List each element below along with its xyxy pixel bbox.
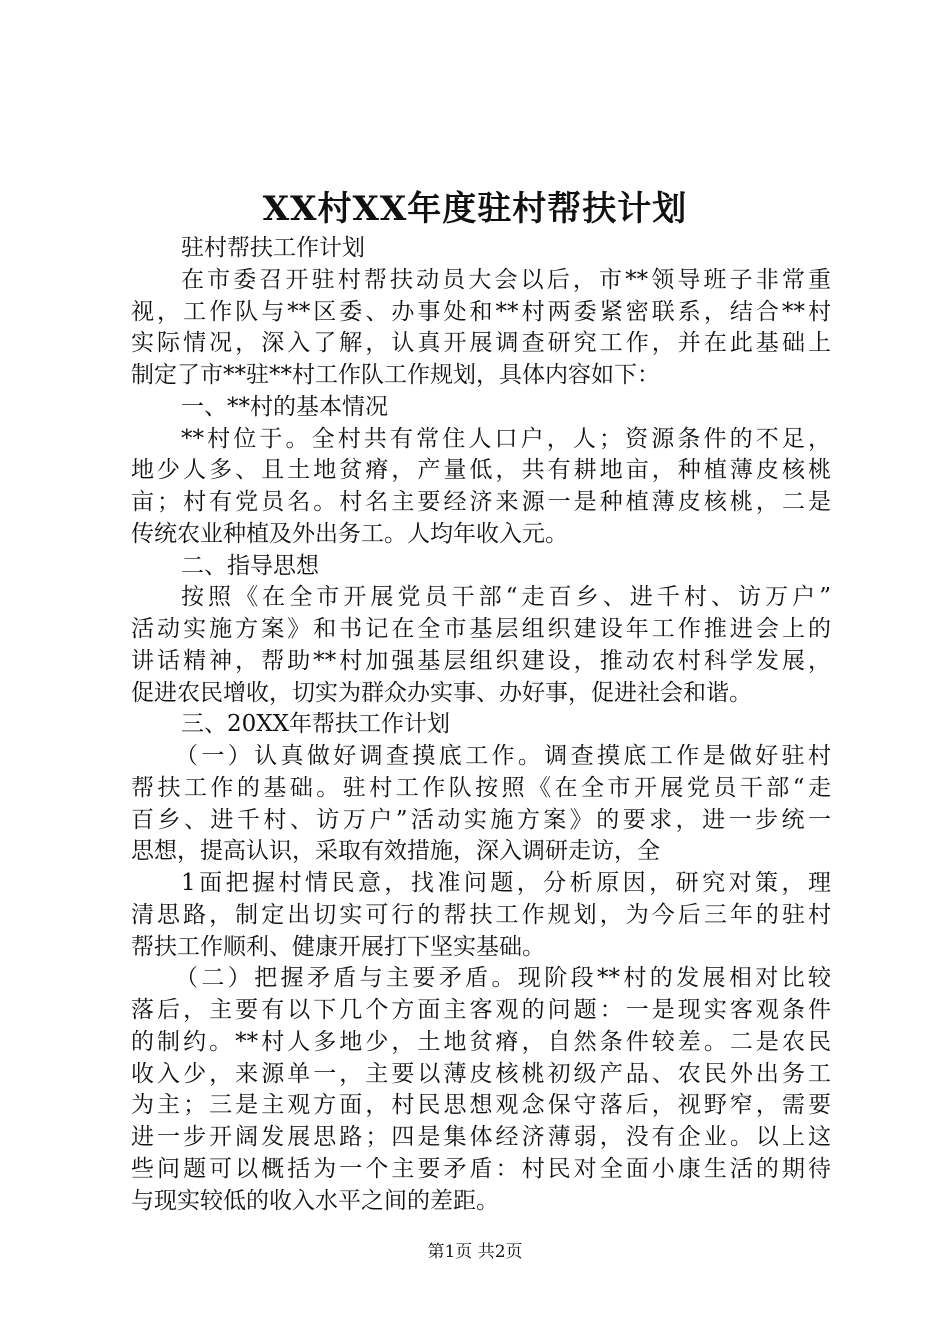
section-heading: 驻村帮扶工作计划 <box>181 235 365 261</box>
paragraph-line: 进一步开阔发展思路；四是集体经济薄弱，没有企业。以上这 <box>131 1124 831 1150</box>
paragraph-line: 帮扶工作顺利、健康开展打下坚实基础。 <box>131 933 545 960</box>
document-title: XX村XX年度驻村帮扶计划 <box>262 189 688 229</box>
paragraph-line: 视，工作队与**区委、办事处和**村两委紧密联系，结合**村 <box>131 298 831 325</box>
paragraph-line: （一）认真做好调查摸底工作。调查摸底工作是做好驻村 <box>175 743 831 769</box>
paragraph-line: 制定了市**驻**村工作队工作规划，具体内容如下： <box>131 362 660 388</box>
section-heading: 一、**村的基本情况 <box>181 393 388 420</box>
paragraph-line: 帮扶工作的基础。驻村工作队按照《在全市开展党员干部“走 <box>131 774 831 801</box>
paragraph-line: 百乡、进千村、访万户”活动实施方案》的要求，进一步统一 <box>131 806 831 833</box>
document-body <box>131 233 831 1217</box>
paragraph-line: **村位于。全村共有常住人口户，人；资源条件的不足， <box>181 425 831 452</box>
paragraph-line: 在市委召开驻村帮扶动员大会以后，市**领导班子非常重 <box>181 266 831 293</box>
paragraph-line: 地少人多、且土地贫瘠，产量低，共有耕地亩，种植薄皮核桃 <box>131 457 831 484</box>
section-heading: 二、指导思想 <box>181 552 319 579</box>
paragraph-line: 的制约。**村人多地少，土地贫瘠，自然条件较差。二是农民 <box>131 1028 831 1055</box>
paragraph-line: （二）把握矛盾与主要矛盾。现阶段**村的发展相对比较 <box>175 965 831 992</box>
paragraph-line: 收入少，来源单一，主要以薄皮核桃初级产品、农民外出务工 <box>131 1060 831 1087</box>
paragraph-line: 亩；村有党员名。村名主要经济来源一是种植薄皮核桃，二是 <box>131 489 831 515</box>
paragraph-line: 清思路，制定出切实可行的帮扶工作规划，为今后三年的驻村 <box>131 901 831 928</box>
paragraph-line: 实际情况，深入了解，认真开展调查研究工作，并在此基础上 <box>131 330 831 357</box>
paragraph-line: 讲话精神，帮助**村加强基层组织建设，推动农村科学发展， <box>131 647 831 674</box>
paragraph-line: 1面把握村情民意，找准问题，分析原因，研究对策，理 <box>181 870 831 896</box>
paragraph-line: 思想，提高认识，采取有效措施，深入调研走访，全 <box>131 838 660 865</box>
page-footer: 第1页 共2页 <box>427 1242 523 1262</box>
paragraph-line: 传统农业种植及外出务工。人均年收入元。 <box>131 520 568 547</box>
paragraph-line: 按照《在全市开展党员干部“走百乡、进千村、访万户” <box>181 584 831 611</box>
paragraph-line: 活动实施方案》和书记在全市基层组织建设年工作推进会上的 <box>131 616 831 642</box>
paragraph-line: 落后，主要有以下几个方面主客观的问题：一是现实客观条件 <box>131 997 831 1023</box>
paragraph-line: 为主；三是主观方面，村民思想观念保守落后，视野窄，需要 <box>131 1092 831 1119</box>
paragraph-line: 促进农民增收，切实为群众办实事、办好事，促进社会和谐。 <box>131 679 752 706</box>
paragraph-line: 与现实较低的收入水平之间的差距。 <box>131 1187 499 1214</box>
section-heading: 三、20XX年帮扶工作计划 <box>181 711 451 738</box>
paragraph-line: 些问题可以概括为一个主要矛盾：村民对全面小康生活的期待 <box>131 1155 831 1182</box>
